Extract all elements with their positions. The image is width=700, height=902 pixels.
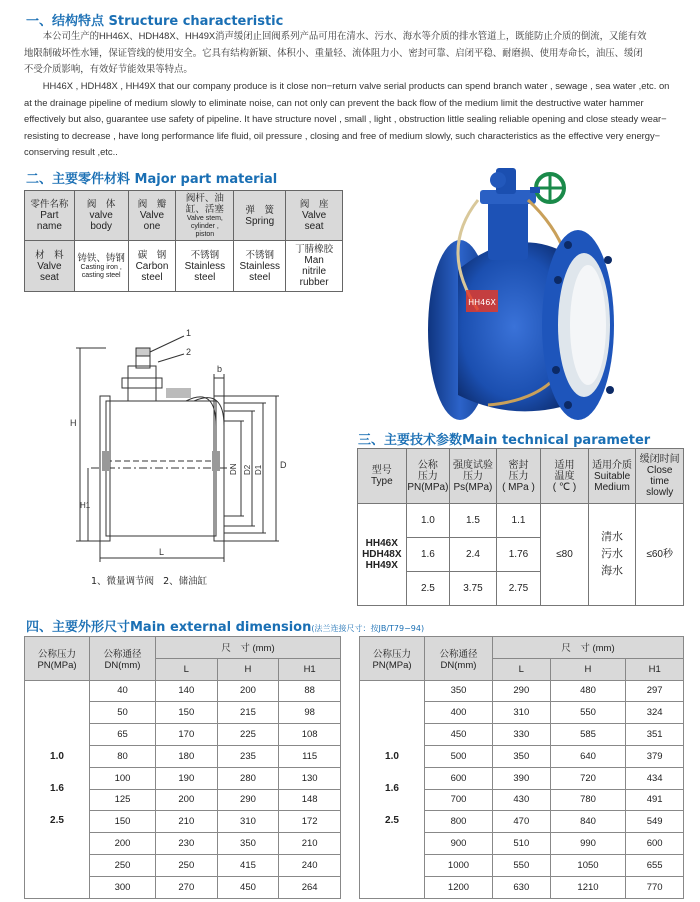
dim-header-pn-line: PN(MPa) <box>37 659 77 671</box>
s1-en-line-2: effectively but also, guarantee use safety of pipeline. It have structure novel , small , light , obstruction little sealing reliable opening and close steady wear− <box>24 113 667 125</box>
dim-cell: 549 <box>626 811 684 833</box>
material-cell-en: nitrile <box>302 266 327 277</box>
callout-2: 2 <box>186 347 192 357</box>
material-header-en: Valve stem, <box>186 214 223 222</box>
dim-cell: 250 <box>156 854 218 876</box>
tech-header-line: ( MPa ) <box>502 481 535 493</box>
dim-cell: 470 <box>493 811 551 833</box>
material-cell <box>234 241 286 292</box>
material-header-en: Part <box>40 210 59 221</box>
dim-header-pn-line: 公称压力 <box>372 648 411 660</box>
dim-pn-cell <box>360 680 425 898</box>
dim-cell: 98 <box>279 702 341 724</box>
tech-header-line: ( ℃ ) <box>552 481 577 493</box>
material-header-en: name <box>36 221 62 232</box>
dim-cell: 200 <box>90 833 156 855</box>
section3-title: 三、主要技术参数Main technical parameter <box>358 433 651 448</box>
dim-cell: 50 <box>90 702 156 724</box>
material-header-en: valve <box>89 210 113 221</box>
material-cell-cn: 铸铁、铸钢 <box>77 252 125 264</box>
dim-header-dn-line: 公称通径 <box>439 648 478 660</box>
material-cell <box>25 241 75 292</box>
tech-header-cell <box>496 449 540 504</box>
dim-cell: 80 <box>90 745 156 767</box>
dim-cell: 400 <box>425 702 493 724</box>
dim-cell: 108 <box>279 724 341 746</box>
section4-subtitle: (法兰连接尺寸：按JB/T79−94) <box>311 624 425 633</box>
dim-header-dn-line: DN(mm) <box>440 659 477 671</box>
material-header-en: Spring <box>245 215 275 227</box>
dim-header-size: 尺 寸 (mm) <box>156 637 341 659</box>
dim-pn-value: 1.6 <box>50 783 64 795</box>
dim-cell: 390 <box>493 767 551 789</box>
dim-pn-cell <box>25 680 90 898</box>
material-header-cn: 弹 簧 <box>245 204 274 216</box>
tech-value-cell: 2.75 <box>496 572 540 606</box>
dim-cell: 130 <box>279 767 341 789</box>
dim-row <box>360 680 684 702</box>
dim-cell: 1210 <box>550 876 626 898</box>
tech-close-time: ≤60秒 <box>636 504 684 606</box>
dim-header-col: H <box>217 658 279 680</box>
dim-cell: 630 <box>493 876 551 898</box>
s1-en-line-4: conserving result ,etc.. <box>24 146 118 158</box>
material-header-en: piston <box>195 230 215 238</box>
material-cell-en: Stainless <box>239 260 281 272</box>
tech-header-line: slowly <box>646 487 674 498</box>
dim-pn-value: 1.6 <box>385 783 399 795</box>
s1-cn-line-1: 地限制破坏性水锤，保证管线的使用安全。它具有结构新颖、体积小、重量轻、流体阻力小、密封可靠、启闭平稳、耐磨损、使用寿命长，油压、缓闭 <box>24 46 643 58</box>
dim-cell: 280 <box>217 767 279 789</box>
dim-cell: 310 <box>217 811 279 833</box>
material-cell-en: steel <box>141 271 163 283</box>
dim-cell: 450 <box>425 724 493 746</box>
tech-value-cell: 1.1 <box>496 504 540 538</box>
dim-d2-label: D2 <box>243 464 252 475</box>
dim-header-col: L <box>493 658 551 680</box>
material-header-cell <box>234 191 286 241</box>
tech-value-cell: 1.6 <box>406 538 450 572</box>
tech-type: HH49X <box>365 560 398 571</box>
section1-en-text <box>24 78 688 161</box>
dim-row <box>25 680 341 702</box>
material-cell-en: Casting iron , <box>80 263 122 271</box>
tech-header-line: 强度试验 <box>452 459 493 471</box>
dim-cell: 1000 <box>425 854 493 876</box>
tech-medium: 污水 <box>601 548 624 560</box>
dim-cell: 148 <box>279 789 341 811</box>
tech-header-cell <box>358 449 407 504</box>
material-cell-en: rubber <box>299 277 329 288</box>
dim-header-col: H1 <box>626 658 684 680</box>
dim-cell: 290 <box>493 680 551 702</box>
dim-cell: 780 <box>550 789 626 811</box>
dim-cell: 230 <box>156 833 218 855</box>
valve-drawing <box>66 326 326 586</box>
tech-header-line: Close <box>646 465 673 476</box>
dim-header-pn <box>360 637 425 681</box>
callout-1: 1 <box>186 328 192 338</box>
dim-d1-label: D1 <box>254 464 263 475</box>
tech-header-cell <box>541 449 589 504</box>
dim-cell: 210 <box>279 833 341 855</box>
dim-h-label: H <box>70 418 77 428</box>
section1-title: 一、结构特点 Structure characteristic <box>26 14 284 29</box>
section1-cn-text <box>24 28 688 78</box>
dim-cell: 720 <box>550 767 626 789</box>
material-cell-en: Man <box>304 255 324 266</box>
tech-header-line: 缓闭时间 <box>639 454 680 465</box>
material-header-en: one <box>143 221 161 232</box>
tech-value-cell: 1.76 <box>496 538 540 572</box>
dim-cell: 900 <box>425 833 493 855</box>
dim-pn-value: 1.0 <box>385 751 399 763</box>
material-header-cn: 阀 体 <box>86 199 116 210</box>
dim-cell: 88 <box>279 680 341 702</box>
s1-cn-line-2: 不受介质影响，有效好节能效果等特点。 <box>24 63 193 75</box>
dim-cell: 1200 <box>425 876 493 898</box>
valve-photo <box>418 160 618 435</box>
dim-cell: 1050 <box>550 854 626 876</box>
tech-medium: 海水 <box>601 565 624 577</box>
dim-cell: 480 <box>550 680 626 702</box>
dim-header-row-1 <box>360 637 684 659</box>
dim-cell: 140 <box>156 680 218 702</box>
tech-header-line: 型号 <box>371 465 392 476</box>
tech-media <box>588 504 636 606</box>
material-cell <box>74 241 128 292</box>
tech-table <box>357 448 684 606</box>
dim-cell: 65 <box>90 724 156 746</box>
dim-cell: 600 <box>425 767 493 789</box>
dim-cell: 655 <box>626 854 684 876</box>
tech-header-line: 温度 <box>554 470 575 482</box>
tech-type: HDH48X <box>362 549 402 560</box>
dim-cell: 170 <box>156 724 218 746</box>
tech-header-line: 压力 <box>462 470 483 482</box>
tech-header-line: PN(MPa) <box>407 481 449 493</box>
material-cell <box>286 241 343 292</box>
dim-cell: 200 <box>217 680 279 702</box>
drawing-caption <box>91 573 207 587</box>
material-cell-cn: 碳 钢 <box>137 249 167 261</box>
tech-value-cell: 2.5 <box>406 572 450 606</box>
dim-pn-value: 1.0 <box>50 751 64 763</box>
tech-value-cell: 2.4 <box>450 538 497 572</box>
material-header-cn: 阀杆、油缸、活塞 <box>185 192 224 215</box>
material-cell-en: Valve <box>37 260 62 272</box>
dim-cell: 351 <box>626 724 684 746</box>
dim-dn-label: DN <box>229 463 238 475</box>
dim-cell: 225 <box>217 724 279 746</box>
material-header-cell <box>74 191 128 241</box>
material-header-cn: 阀 瓣 <box>137 199 167 210</box>
tech-header-line: Suitable <box>594 470 631 482</box>
material-cell-en: seat <box>39 271 59 283</box>
s1-en-line-3: resisting to decrease , have long performance life fluid, oil pressure , closing and free of medium slowly, such characteristics as the effective very energy− <box>24 129 661 141</box>
dim-cell: 190 <box>156 767 218 789</box>
tech-header-line: Ps(MPa) <box>453 481 493 493</box>
dim-d-label: D <box>280 460 287 470</box>
dim-cell: 40 <box>90 680 156 702</box>
tech-header-line: time <box>650 476 670 487</box>
dim-header-pn <box>25 637 90 681</box>
section4-title-text: 四、主要外形尺寸Main external dimension <box>26 620 312 635</box>
dim-cell: 150 <box>90 811 156 833</box>
material-cell-en: Stainless <box>184 260 226 272</box>
dim-h1-label: H1 <box>80 501 91 510</box>
tech-medium: 清水 <box>601 531 624 543</box>
material-cell-en: Carbon <box>135 260 169 272</box>
dimension-table-left <box>24 636 341 899</box>
dim-header-dn <box>425 637 493 681</box>
section4-title <box>26 616 424 635</box>
dim-cell: 491 <box>626 789 684 811</box>
s1-en-line-1: at the drainage pipeline of medium slowly to eliminate noise, can not only can prevent the back flow of the medium limit the destructive water hammer <box>24 96 644 108</box>
s1-cn-line-0: 本公司生产的HH46X、HDH48X、HH49X消声缓闭止回阀系列产品可用在清水、污水、海水等介质的排水管道上，既能防止介质的倒流，又能有效 <box>24 30 647 41</box>
section2-title: 二、主要零件材料 Major part material <box>26 172 278 187</box>
caption-1: 1、微量调节阀 <box>91 576 155 587</box>
material-cell-cn: 不锈钢 <box>245 249 274 261</box>
dim-header-col: H <box>550 658 626 680</box>
tech-header-line: 压力 <box>508 470 529 482</box>
dim-cell: 640 <box>550 745 626 767</box>
material-table <box>24 190 343 292</box>
tech-value-cell: 3.75 <box>450 572 497 606</box>
tech-header-line: 适用 <box>554 459 575 471</box>
dim-pn-value: 2.5 <box>385 815 399 827</box>
material-cell-cn: 不锈钢 <box>190 249 220 261</box>
dim-cell: 297 <box>626 680 684 702</box>
dim-cell: 600 <box>626 833 684 855</box>
dim-header-size: 尺 寸 (mm) <box>493 637 684 659</box>
material-cell <box>128 241 176 292</box>
dim-header-row-1 <box>25 637 341 659</box>
dim-header-col: H1 <box>279 658 341 680</box>
material-cell-cn: 丁腈橡胶 <box>295 244 334 255</box>
dim-header-dn-line: 公称通径 <box>103 648 142 660</box>
dim-cell: 290 <box>217 789 279 811</box>
dim-header-dn <box>90 637 156 681</box>
tech-type-cell <box>358 504 407 606</box>
dim-cell: 800 <box>425 811 493 833</box>
material-header-en: body <box>90 221 113 232</box>
dim-cell: 500 <box>425 745 493 767</box>
tech-header-line: Type <box>370 476 393 487</box>
material-header-en: seat <box>304 221 324 232</box>
dim-cell: 379 <box>626 745 684 767</box>
dim-cell: 270 <box>156 876 218 898</box>
caption-2: 2、储油缸 <box>163 576 208 587</box>
tech-header-cell <box>450 449 497 504</box>
dim-cell: 235 <box>217 745 279 767</box>
dim-cell: 240 <box>279 854 341 876</box>
material-header-cell <box>128 191 176 241</box>
material-header-cell <box>176 191 234 241</box>
dim-cell: 264 <box>279 876 341 898</box>
dim-cell: 180 <box>156 745 218 767</box>
dim-cell: 125 <box>90 789 156 811</box>
dim-header-col: L <box>156 658 218 680</box>
dim-cell: 172 <box>279 811 341 833</box>
tech-header-line: 适用介质 <box>592 459 633 471</box>
material-header-en: Valve <box>301 210 327 221</box>
dim-b-label: b <box>217 364 223 374</box>
dim-cell: 770 <box>626 876 684 898</box>
dim-cell: 100 <box>90 767 156 789</box>
tech-header-cell <box>636 449 684 504</box>
dim-cell: 415 <box>217 854 279 876</box>
tech-header-line: Medium <box>594 481 630 493</box>
material-header-cn: 零件名称 <box>30 199 69 210</box>
dim-cell: 210 <box>156 811 218 833</box>
dim-cell: 990 <box>550 833 626 855</box>
dim-cell: 700 <box>425 789 493 811</box>
tech-header-line: 密封 <box>508 459 529 471</box>
material-header-cell <box>286 191 343 241</box>
tech-value-cell: 1.0 <box>406 504 450 538</box>
dim-pn-value: 2.5 <box>50 815 64 827</box>
tech-header-line: 公称 <box>417 459 438 471</box>
dim-cell: 550 <box>550 702 626 724</box>
dim-cell: 350 <box>493 745 551 767</box>
material-header-en: Valve <box>139 210 165 221</box>
dim-header-pn-line: 公称压力 <box>37 648 76 660</box>
material-cell-en: casting steel <box>81 271 121 279</box>
material-header-cn: 阀 座 <box>299 199 329 210</box>
tech-temperature: ≤80 <box>541 504 589 606</box>
dim-cell: 350 <box>425 680 493 702</box>
dim-cell: 300 <box>90 876 156 898</box>
dim-cell: 250 <box>90 854 156 876</box>
dim-cell: 450 <box>217 876 279 898</box>
tech-header-line: 压力 <box>417 470 438 482</box>
dim-cell: 200 <box>156 789 218 811</box>
dim-cell: 510 <box>493 833 551 855</box>
tech-type: HH46X <box>365 538 398 549</box>
dim-cell: 115 <box>279 745 341 767</box>
dim-cell: 324 <box>626 702 684 724</box>
dim-header-pn-line: PN(MPa) <box>372 659 412 671</box>
dim-cell: 350 <box>217 833 279 855</box>
dim-cell: 434 <box>626 767 684 789</box>
dim-cell: 150 <box>156 702 218 724</box>
material-cell-en: steel <box>194 271 216 283</box>
tech-value-cell: 1.5 <box>450 504 497 538</box>
dim-cell: 215 <box>217 702 279 724</box>
s1-en-line-0: HH46X , HDH48X , HH49X that our company produce is it close non−return valve serial products can spend branch water , sewage , sea water ,etc. on <box>24 80 670 91</box>
dimension-table-right <box>359 636 684 899</box>
dim-l-label: L <box>159 547 165 557</box>
dim-header-dn-line: DN(mm) <box>104 659 141 671</box>
material-header-cell <box>25 191 75 241</box>
material-cell-cn: 材 料 <box>35 249 64 261</box>
dim-cell: 430 <box>493 789 551 811</box>
tech-header-cell <box>406 449 450 504</box>
material-cell <box>176 241 234 292</box>
valve-plate-text: HH46X <box>468 298 496 307</box>
dim-cell: 840 <box>550 811 626 833</box>
dim-cell: 310 <box>493 702 551 724</box>
dim-cell: 550 <box>493 854 551 876</box>
material-header-en: cylinder , <box>190 222 219 230</box>
dim-cell: 585 <box>550 724 626 746</box>
material-cell-en: steel <box>249 271 271 283</box>
tech-header-cell <box>588 449 636 504</box>
dim-cell: 330 <box>493 724 551 746</box>
